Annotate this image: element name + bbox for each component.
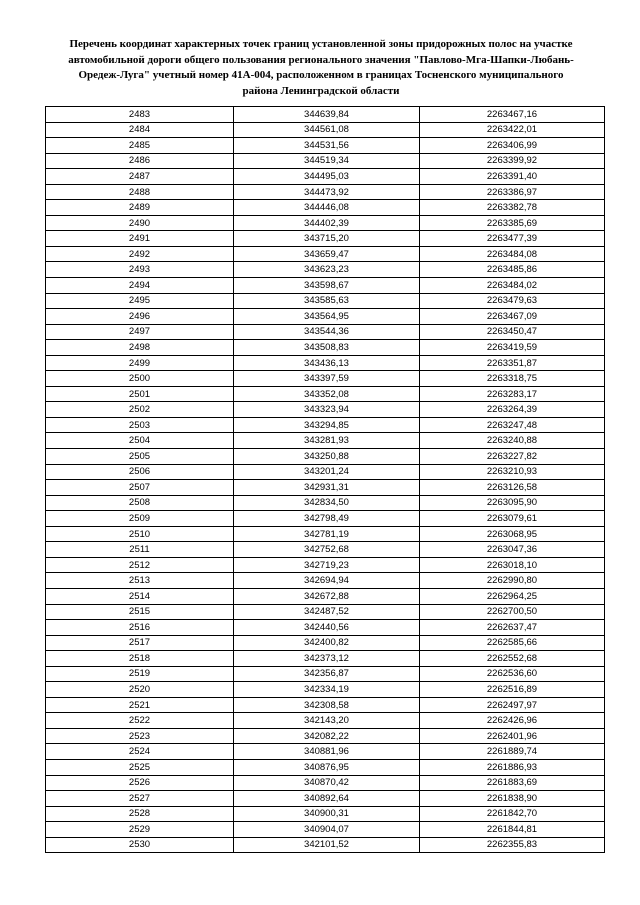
point-number-cell: 2523 [46,728,234,744]
point-number-cell: 2511 [46,542,234,558]
y-coordinate-cell: 2263406,99 [420,138,605,154]
point-number-cell: 2527 [46,791,234,807]
x-coordinate-cell: 343623,23 [234,262,420,278]
x-coordinate-cell: 342356,87 [234,666,420,682]
y-coordinate-cell: 2263467,09 [420,309,605,325]
table-row [46,122,605,138]
table-row [46,526,605,542]
table-row [46,464,605,480]
point-number-cell: 2507 [46,480,234,496]
x-coordinate-cell: 342719,23 [234,557,420,573]
x-coordinate-cell: 342931,31 [234,480,420,496]
point-number-cell: 2498 [46,340,234,356]
table-row [46,557,605,573]
point-number-cell: 2504 [46,433,234,449]
x-coordinate-cell: 342694,94 [234,573,420,589]
y-coordinate-cell: 2262964,25 [420,588,605,604]
point-number-cell: 2525 [46,759,234,775]
point-number-cell: 2486 [46,153,234,169]
y-coordinate-cell: 2263419,59 [420,340,605,356]
x-coordinate-cell: 343508,83 [234,340,420,356]
table-row [46,262,605,278]
y-coordinate-cell: 2263479,63 [420,293,605,309]
y-coordinate-cell: 2263484,08 [420,246,605,262]
y-coordinate-cell: 2263079,61 [420,511,605,527]
y-coordinate-cell: 2263227,82 [420,449,605,465]
table-row [46,728,605,744]
point-number-cell: 2513 [46,573,234,589]
table-row [46,806,605,822]
x-coordinate-cell: 343436,13 [234,355,420,371]
table-row [46,278,605,294]
title-line: Оредеж-Луга" учетный номер 41А-004, расположенном в границах Тосненского муниципального [78,69,564,81]
x-coordinate-cell: 343598,67 [234,278,420,294]
x-coordinate-cell: 342834,50 [234,495,420,511]
point-number-cell: 2515 [46,604,234,620]
table-row [46,697,605,713]
y-coordinate-cell: 2263477,39 [420,231,605,247]
y-coordinate-cell: 2263382,78 [420,200,605,216]
x-coordinate-cell: 344639,84 [234,107,420,123]
x-coordinate-cell: 343659,47 [234,246,420,262]
x-coordinate-cell: 344473,92 [234,184,420,200]
table-row [46,744,605,760]
table-row [46,107,605,123]
point-number-cell: 2521 [46,697,234,713]
y-coordinate-cell: 2263240,88 [420,433,605,449]
point-number-cell: 2516 [46,620,234,636]
x-coordinate-cell: 342101,52 [234,837,420,853]
point-number-cell: 2510 [46,526,234,542]
point-number-cell: 2500 [46,371,234,387]
point-number-cell: 2492 [46,246,234,262]
y-coordinate-cell: 2262497,97 [420,697,605,713]
x-coordinate-cell: 344402,39 [234,215,420,231]
y-coordinate-cell: 2263386,97 [420,184,605,200]
table-row [46,511,605,527]
table-row [46,417,605,433]
y-coordinate-cell: 2263399,92 [420,153,605,169]
x-coordinate-cell: 344446,08 [234,200,420,216]
x-coordinate-cell: 343323,94 [234,402,420,418]
point-number-cell: 2526 [46,775,234,791]
point-number-cell: 2494 [46,278,234,294]
point-number-cell: 2501 [46,386,234,402]
point-number-cell: 2493 [46,262,234,278]
point-number-cell: 2503 [46,417,234,433]
point-number-cell: 2485 [46,138,234,154]
x-coordinate-cell: 340870,42 [234,775,420,791]
y-coordinate-cell: 2263264,39 [420,402,605,418]
table-row [46,231,605,247]
x-coordinate-cell: 342798,49 [234,511,420,527]
x-coordinate-cell: 343352,08 [234,386,420,402]
table-row [46,573,605,589]
point-number-cell: 2483 [46,107,234,123]
y-coordinate-cell: 2263126,58 [420,480,605,496]
x-coordinate-cell: 343715,20 [234,231,420,247]
y-coordinate-cell: 2263283,17 [420,386,605,402]
table-row [46,355,605,371]
y-coordinate-cell: 2263068,95 [420,526,605,542]
y-coordinate-cell: 2263467,16 [420,107,605,123]
table-row [46,495,605,511]
table-row [46,169,605,185]
point-number-cell: 2497 [46,324,234,340]
x-coordinate-cell: 342752,68 [234,542,420,558]
table-row [46,480,605,496]
table-row [46,791,605,807]
x-coordinate-cell: 340881,96 [234,744,420,760]
coordinates-table [45,106,605,853]
y-coordinate-cell: 2261842,70 [420,806,605,822]
point-number-cell: 2517 [46,635,234,651]
point-number-cell: 2518 [46,651,234,667]
x-coordinate-cell: 340904,07 [234,822,420,838]
table-row [46,666,605,682]
y-coordinate-cell: 2262401,96 [420,728,605,744]
x-coordinate-cell: 343585,63 [234,293,420,309]
point-number-cell: 2490 [46,215,234,231]
document-title [40,37,602,99]
table-row [46,620,605,636]
point-number-cell: 2520 [46,682,234,698]
y-coordinate-cell: 2262990,80 [420,573,605,589]
table-row [46,449,605,465]
x-coordinate-cell: 344495,03 [234,169,420,185]
y-coordinate-cell: 2263018,10 [420,557,605,573]
x-coordinate-cell: 344519,34 [234,153,420,169]
point-number-cell: 2487 [46,169,234,185]
y-coordinate-cell: 2262426,96 [420,713,605,729]
y-coordinate-cell: 2262700,50 [420,604,605,620]
table-row [46,542,605,558]
x-coordinate-cell: 344561,08 [234,122,420,138]
point-number-cell: 2512 [46,557,234,573]
y-coordinate-cell: 2263484,02 [420,278,605,294]
y-coordinate-cell: 2262637,47 [420,620,605,636]
point-number-cell: 2499 [46,355,234,371]
y-coordinate-cell: 2261886,93 [420,759,605,775]
table-row [46,433,605,449]
point-number-cell: 2502 [46,402,234,418]
table-row [46,682,605,698]
y-coordinate-cell: 2263385,69 [420,215,605,231]
point-number-cell: 2495 [46,293,234,309]
y-coordinate-cell: 2263351,87 [420,355,605,371]
table-row [46,651,605,667]
x-coordinate-cell: 342487,52 [234,604,420,620]
x-coordinate-cell: 342082,22 [234,728,420,744]
table-row [46,153,605,169]
y-coordinate-cell: 2261889,74 [420,744,605,760]
table-row [46,293,605,309]
x-coordinate-cell: 343201,24 [234,464,420,480]
table-row [46,309,605,325]
y-coordinate-cell: 2263210,93 [420,464,605,480]
table-row [46,246,605,262]
table-row [46,775,605,791]
x-coordinate-cell: 342373,12 [234,651,420,667]
y-coordinate-cell: 2263422,01 [420,122,605,138]
x-coordinate-cell: 342308,58 [234,697,420,713]
table-row [46,184,605,200]
x-coordinate-cell: 342781,19 [234,526,420,542]
x-coordinate-cell: 342672,88 [234,588,420,604]
point-number-cell: 2505 [46,449,234,465]
x-coordinate-cell: 343281,93 [234,433,420,449]
table-row [46,200,605,216]
title-line: автомобильной дороги общего пользования регионального значения "Павлово-Мга-Шапки-Любань- [68,53,574,66]
point-number-cell: 2491 [46,231,234,247]
x-coordinate-cell: 344531,56 [234,138,420,154]
point-number-cell: 2488 [46,184,234,200]
x-coordinate-cell: 343294,85 [234,417,420,433]
point-number-cell: 2528 [46,806,234,822]
x-coordinate-cell: 343250,88 [234,449,420,465]
y-coordinate-cell: 2263391,40 [420,169,605,185]
x-coordinate-cell: 342400,82 [234,635,420,651]
table-row [46,604,605,620]
table-row [46,713,605,729]
x-coordinate-cell: 342143,20 [234,713,420,729]
point-number-cell: 2514 [46,588,234,604]
table-row [46,371,605,387]
point-number-cell: 2496 [46,309,234,325]
y-coordinate-cell: 2262585,66 [420,635,605,651]
point-number-cell: 2530 [46,837,234,853]
y-coordinate-cell: 2262355,83 [420,837,605,853]
point-number-cell: 2484 [46,122,234,138]
x-coordinate-cell: 343544,36 [234,324,420,340]
coordinates-table-body [46,107,605,853]
table-row [46,386,605,402]
point-number-cell: 2508 [46,495,234,511]
table-row [46,635,605,651]
y-coordinate-cell: 2261883,69 [420,775,605,791]
y-coordinate-cell: 2261844,81 [420,822,605,838]
x-coordinate-cell: 343564,95 [234,309,420,325]
table-row [46,759,605,775]
point-number-cell: 2509 [46,511,234,527]
y-coordinate-cell: 2261838,90 [420,791,605,807]
x-coordinate-cell: 343397,59 [234,371,420,387]
point-number-cell: 2529 [46,822,234,838]
point-number-cell: 2522 [46,713,234,729]
y-coordinate-cell: 2263318,75 [420,371,605,387]
x-coordinate-cell: 340892,64 [234,791,420,807]
table-row [46,324,605,340]
y-coordinate-cell: 2262536,60 [420,666,605,682]
table-row [46,215,605,231]
title-line: Перечень координат характерных точек границ установленной зоны придорожных полос на участке [69,38,573,50]
x-coordinate-cell: 342334,19 [234,682,420,698]
y-coordinate-cell: 2263095,90 [420,495,605,511]
point-number-cell: 2524 [46,744,234,760]
y-coordinate-cell: 2263247,48 [420,417,605,433]
table-row [46,837,605,853]
x-coordinate-cell: 340900,31 [234,806,420,822]
y-coordinate-cell: 2263450,47 [420,324,605,340]
x-coordinate-cell: 342440,56 [234,620,420,636]
point-number-cell: 2519 [46,666,234,682]
table-row [46,588,605,604]
x-coordinate-cell: 340876,95 [234,759,420,775]
table-row [46,822,605,838]
table-row [46,402,605,418]
point-number-cell: 2506 [46,464,234,480]
y-coordinate-cell: 2263485,86 [420,262,605,278]
y-coordinate-cell: 2262516,89 [420,682,605,698]
table-row [46,138,605,154]
table-row [46,340,605,356]
point-number-cell: 2489 [46,200,234,216]
y-coordinate-cell: 2262552,68 [420,651,605,667]
title-line: района Ленинградской области [242,84,400,97]
y-coordinate-cell: 2263047,36 [420,542,605,558]
